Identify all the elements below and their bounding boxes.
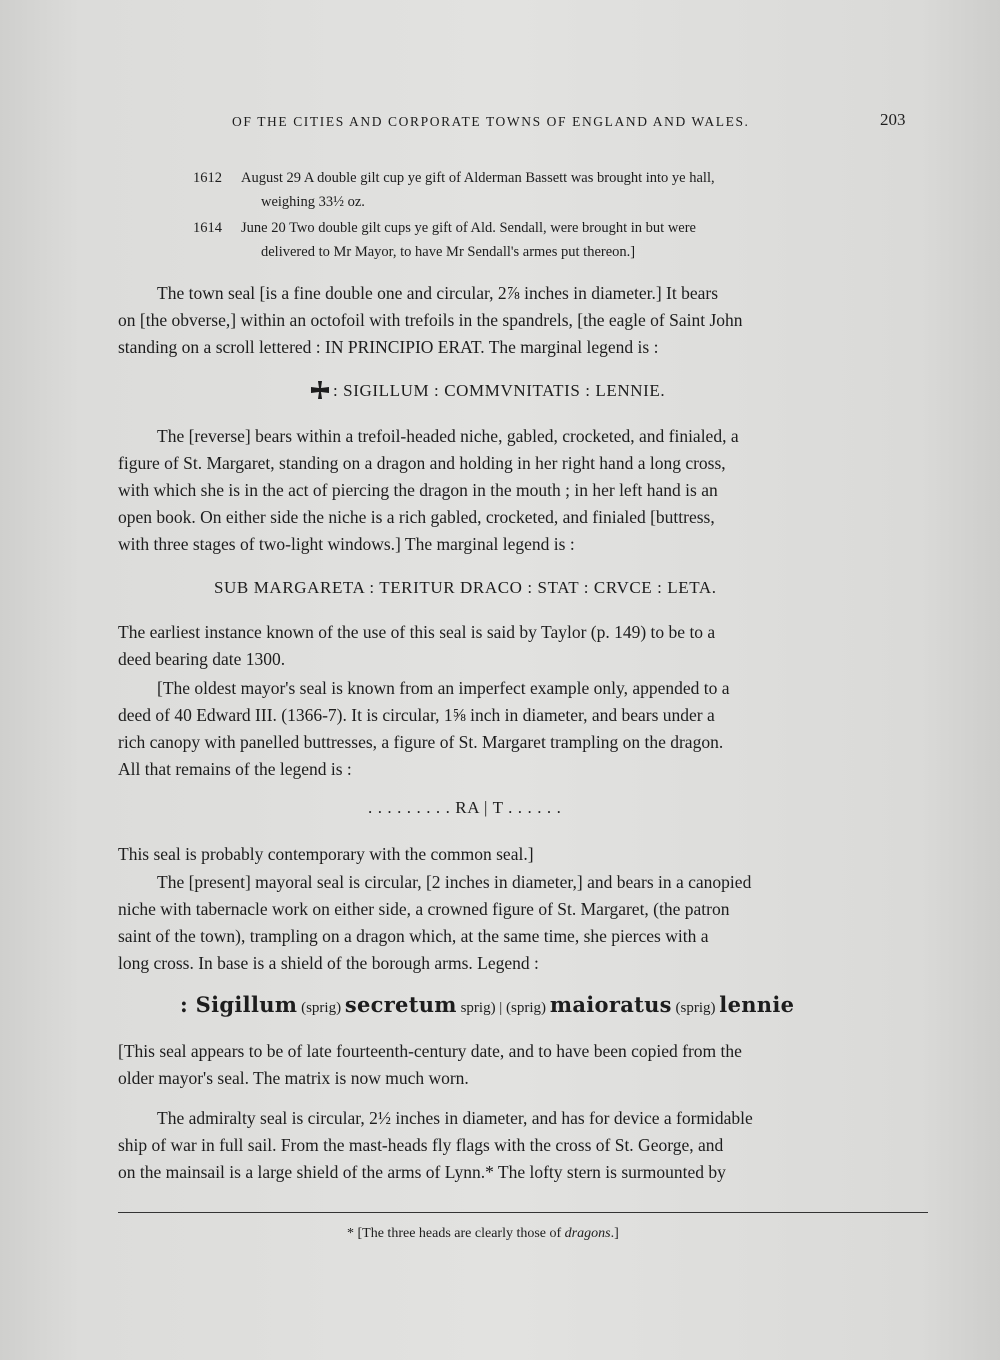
paragraph-line: saint of the town), trampling on a dragon which, at the same time, she pierces with a bbox=[118, 926, 709, 946]
entry-1614-continued: delivered to Mr Mayor, to have Mr Sendall's armes put thereon.] bbox=[261, 244, 636, 260]
gothic-word: Sigillum bbox=[195, 992, 298, 1017]
cross-pattee-icon bbox=[310, 380, 330, 400]
paragraph-line: The [reverse] bears within a trefoil-headed niche, gabled, crocketed, and finialed, a bbox=[157, 426, 739, 446]
sprig-note: (sprig) bbox=[297, 1000, 345, 1016]
paragraph-line: with which she is in the act of piercing the dragon in the mouth ; in her left hand is an bbox=[118, 480, 718, 500]
paragraph-line: older mayor's seal. The matrix is now much worn. bbox=[118, 1068, 469, 1088]
fragment-legend: . . . . . . . . . RA | T . . . . . . bbox=[368, 798, 562, 817]
footnote-end: .] bbox=[610, 1226, 619, 1241]
paragraph-line: deed bearing date 1300. bbox=[118, 649, 286, 669]
paragraph-line: The earliest instance known of the use of this seal is said by Taylor (p. 149) to be to a bbox=[118, 622, 716, 642]
footnote-rule bbox=[118, 1212, 928, 1213]
sprig-note: sprig) | (sprig) bbox=[456, 1000, 550, 1016]
paragraph-line: standing on a scroll lettered : IN PRINCIPIO ERAT. The marginal legend is : bbox=[118, 337, 659, 357]
paragraph-line: open book. On either side the niche is a rich gabled, crocketed, and finialed [buttress, bbox=[118, 507, 715, 527]
paragraph-line: The town seal [is a fine double one and circular, 2⅞ inches in diameter.] It bears bbox=[157, 283, 719, 303]
entry-year: 1612 bbox=[193, 170, 222, 186]
sprig-note: (sprig) bbox=[671, 1000, 720, 1016]
paragraph-line: with three stages of two-light windows.] The marginal legend is : bbox=[118, 534, 575, 554]
paragraph-line: [This seal appears to be of late fourteenth-century date, and to have been copied from the bbox=[118, 1041, 742, 1061]
gothic-word: maioratus bbox=[549, 992, 672, 1017]
entry-1612 bbox=[193, 166, 715, 190]
entry-1614 bbox=[193, 216, 696, 240]
paragraph-line: on [the obverse,] within an octofoil with trefoils in the spandrels, [the eagle of Saint John bbox=[118, 310, 743, 330]
gothic-lead: : bbox=[180, 992, 196, 1017]
gothic-word: secretum bbox=[344, 992, 457, 1017]
footnote-italic: dragons bbox=[564, 1226, 611, 1241]
footnote bbox=[347, 1226, 619, 1242]
entry-year: 1614 bbox=[193, 220, 222, 236]
gothic-legend bbox=[180, 992, 794, 1017]
page-number: 203 bbox=[880, 110, 906, 129]
paragraph-line: [The oldest mayor's seal is known from an imperfect example only, appended to a bbox=[157, 678, 730, 698]
paragraph-line: ship of war in full sail. From the mast-heads fly flags with the cross of St. George, and bbox=[118, 1135, 724, 1155]
obverse-legend-text: : SIGILLUM : COMMVNITATIS : LENNIE. bbox=[333, 381, 666, 400]
obverse-legend bbox=[310, 380, 665, 401]
footnote-text: * [The three heads are clearly those of bbox=[347, 1226, 565, 1241]
entry-text: August 29 A double gilt cup ye gift of Alderman Bassett was brought into ye hall, bbox=[241, 170, 715, 186]
paragraph-line: deed of 40 Edward III. (1366-7). It is circular, 1⅝ inch in diameter, and bears under a bbox=[118, 705, 715, 725]
gothic-word: lennie bbox=[719, 992, 795, 1017]
paragraph-line: This seal is probably contemporary with the common seal.] bbox=[118, 844, 534, 864]
entry-text: June 20 Two double gilt cups ye gift of Ald. Sendall, were brought in but were bbox=[241, 220, 696, 236]
running-head: OF THE CITIES AND CORPORATE TOWNS OF ENGLAND AND WALES. bbox=[232, 114, 750, 129]
paragraph-line: on the mainsail is a large shield of the arms of Lynn.* The lofty stern is surmounted by bbox=[118, 1162, 726, 1182]
paragraph-line: The [present] mayoral seal is circular, [2 inches in diameter,] and bears in a canopied bbox=[157, 872, 752, 892]
entry-1612-continued: weighing 33½ oz. bbox=[261, 194, 365, 210]
paragraph-line: niche with tabernacle work on either side, a crowned figure of St. Margaret, (the patron bbox=[118, 899, 730, 919]
reverse-legend: SUB MARGARETA : TERITUR DRACO : STAT : CRVCE : LETA. bbox=[214, 578, 717, 597]
paragraph-line: figure of St. Margaret, standing on a dragon and holding in her right hand a long cross, bbox=[118, 453, 726, 473]
paragraph-line: rich canopy with panelled buttresses, a figure of St. Margaret trampling on the dragon. bbox=[118, 732, 724, 752]
paragraph-line: All that remains of the legend is : bbox=[118, 759, 352, 779]
paragraph-line: long cross. In base is a shield of the borough arms. Legend : bbox=[118, 953, 539, 973]
paragraph-line: The admiralty seal is circular, 2½ inches in diameter, and has for device a formidable bbox=[157, 1108, 753, 1128]
